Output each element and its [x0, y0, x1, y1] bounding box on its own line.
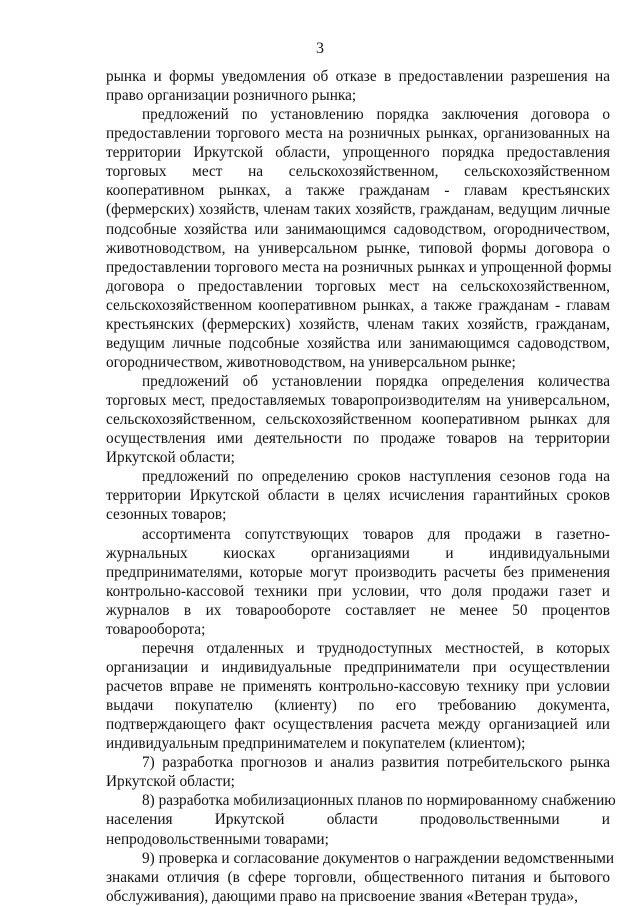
text-line: журнальных киосках организациями и индивидуальными [106, 544, 610, 562]
text-line: населения Иркутской области продовольственными и [106, 811, 610, 829]
text-line: подтверждающего факт осуществления расчета между организацией или [106, 716, 610, 734]
text-line: предложений об установлении порядка определения количества [142, 373, 610, 390]
text-line: расчетов вправе не применять контрольно-кассовую технику при условии [106, 678, 610, 695]
text-line: перечня отдаленных и труднодоступных местностей, в которых [142, 639, 610, 657]
paragraph [106, 791, 616, 848]
text-line: выдачи покупателю (клиенту) по его требованию документа, [106, 697, 610, 715]
paragraph [106, 467, 610, 524]
text-line: сельскохозяйственном кооперативном рынках, а также гражданам - главам [106, 296, 610, 314]
text-line: подсобные хозяйства или занимающимся садоводством, огородничеством, [106, 220, 610, 238]
text-line: территории Иркутской области в целях исчисления гарантийных сроков [106, 487, 610, 505]
text-line: непродовольственными товарами; [106, 830, 329, 848]
paragraph [106, 753, 610, 791]
text-line: сельскохозяйственном, сельскохозяйственном кооперативном рынках для [106, 411, 610, 429]
text-line: предоставлении торгового места на розничных рынках, организованных на [106, 125, 610, 143]
text-line: обслуживания), дающими право на присвоение звания «Ветеран труда», [106, 887, 578, 905]
text-line: знаками отличия (в сфере торговли, общественного питания и бытового [106, 868, 610, 886]
document-body [106, 67, 616, 906]
text-line: территории Иркутской области, упрощенного порядка предоставления [106, 144, 610, 162]
text-line: предложений по установлению порядка заключения договора о [142, 106, 610, 124]
text-line: право организации розничного рынка; [106, 87, 357, 105]
text-line: предложений по определению сроков наступления сезонов года на [142, 468, 610, 486]
text-line: журналов в их товарообороте составляет не менее 50 процентов [106, 601, 610, 619]
text-line: торговых мест на сельскохозяйственном, сельскохозяйственном [106, 163, 610, 181]
text-line: рынка и формы уведомления об отказе в предоставлении разрешения на [106, 68, 610, 85]
text-line: кооперативном рынках, а также гражданам - главам крестьянских [106, 182, 610, 200]
text-line: товарооборота; [106, 620, 206, 638]
paragraph [106, 639, 610, 753]
page-number: 3 [316, 40, 324, 57]
text-line: контрольно-кассовой техники при условии, что доля продажи газет и [106, 582, 610, 600]
text-line: животноводством, на универсальном рынке, типовой формы договора о [106, 239, 610, 257]
text-line: (фермерских) хозяйств, членам таких хозяйств, гражданам, ведущим личные [106, 201, 610, 219]
text-line: огородничеством, животноводством, на универсальном рынке; [106, 353, 516, 371]
text-line: торговых мест, предоставляемых товаропроизводителям на универсальном, [106, 392, 610, 410]
text-line: осуществления ими деятельности по продаже товаров на территории [106, 430, 610, 448]
text-line: предпринимателями, которые могут производить расчеты без применения [106, 563, 610, 581]
paragraph [106, 372, 610, 467]
text-line: крестьянских (фермерских) хозяйств, членам таких хозяйств, гражданам, [106, 315, 610, 333]
text-line: Иркутской области; [106, 449, 235, 467]
text-line: 8) разработка мобилизационных планов по нормированному снабжению [142, 792, 616, 810]
text-line: 9) проверка и согласование документов о награждении ведомственными [142, 849, 615, 867]
paragraph [106, 849, 615, 906]
paragraph [106, 525, 610, 639]
paragraph [106, 67, 610, 105]
paragraph [106, 105, 610, 372]
text-line: организации и индивидуальные предприниматели при осуществлении [106, 658, 610, 676]
text-line: индивидуальным предпринимателем и покупателем (клиентом); [106, 735, 526, 753]
text-line: договора о предоставлении торговых мест на сельскохозяйственном, [106, 277, 610, 295]
text-line: предоставлении торгового места на розничных рынках и упрощенной формы [106, 258, 612, 276]
text-line: ведущим личные подсобные хозяйства или занимающимся садоводством, [106, 334, 610, 352]
text-line: 7) разработка прогнозов и анализ развития потребительского рынка [142, 754, 610, 772]
text-line: Иркутской области; [106, 773, 235, 791]
text-line: сезонных товаров; [106, 506, 227, 524]
text-line: ассортимента сопутствующих товаров для продажи в газетно- [142, 525, 610, 543]
